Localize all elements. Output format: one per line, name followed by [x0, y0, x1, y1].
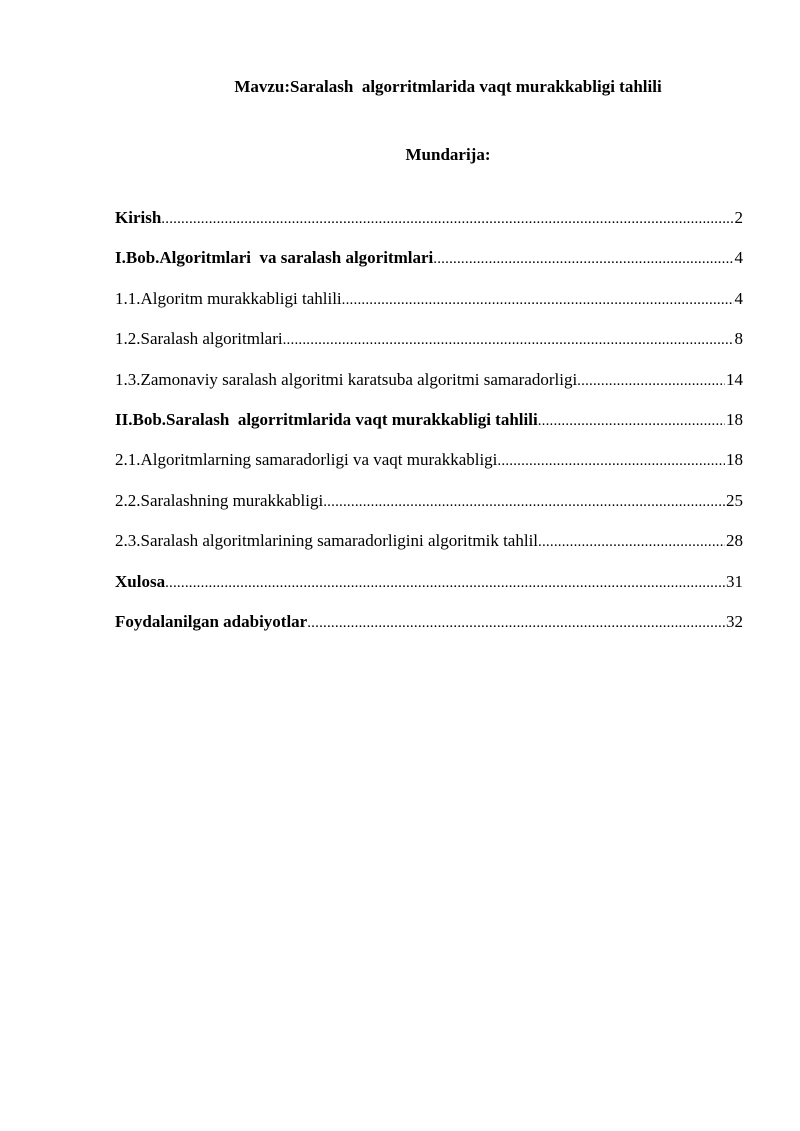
toc-entry[interactable]: [115, 571, 743, 611]
toc-entry[interactable]: [115, 247, 743, 287]
toc-entry-page: 4: [734, 248, 743, 268]
toc-entry-label: I.Bob.Algoritmlari va saralash algoritmlari: [115, 248, 434, 268]
toc-entry-label: II.Bob.Saralash algorritmlarida vaqt murakkabligi tahlili: [115, 409, 538, 429]
toc-entry-label: Xulosa: [115, 571, 166, 591]
toc-entry-page: 8: [734, 329, 743, 349]
toc-entry-page: 32: [726, 611, 743, 631]
toc-entry-label: 2.3.Saralash algoritmlarining samaradorligini algoritmik tahlil: [115, 531, 539, 551]
contents-heading: Mundarija:: [405, 145, 491, 164]
toc-entry-page: 31: [726, 571, 743, 591]
toc-entry-page: 4: [734, 288, 743, 308]
toc-entry-label: 1.3.Zamonaviy saralash algoritmi karatsuba algoritmi samaradorligi: [115, 369, 578, 389]
toc-entry-label: Foydalanilgan adabiyotlar: [115, 611, 308, 631]
toc-entry-page: 14: [726, 369, 743, 389]
toc-entry-label: 2.1.Algoritmlarning samaradorligi va vaqt murakkabligi: [115, 450, 498, 470]
toc-entry[interactable]: [115, 288, 743, 328]
toc-dot-leader: [433, 248, 733, 270]
toc-entry[interactable]: [115, 449, 743, 489]
toc-dot-leader: [538, 410, 725, 432]
toc-dot-leader: [497, 450, 725, 472]
toc-entry-label: 1.1.Algoritm murakkabligi tahlili: [115, 288, 342, 308]
toc-dot-leader: [323, 491, 725, 513]
toc-entry-page: 18: [726, 409, 743, 429]
toc-entry-page: 18: [726, 450, 743, 470]
toc-dot-leader: [577, 370, 725, 392]
toc-entry[interactable]: [115, 409, 743, 449]
toc-dot-leader: [161, 208, 733, 230]
toc-dot-leader: [165, 572, 725, 594]
toc-dot-leader: [538, 531, 725, 553]
toc-entry[interactable]: [115, 611, 743, 651]
toc-entry[interactable]: [115, 530, 743, 570]
toc-entry-label: 1.2.Saralash algoritmlari: [115, 329, 283, 349]
toc-dot-leader: [342, 289, 734, 311]
toc-dot-leader: [307, 612, 725, 634]
toc-entry-page: 28: [726, 531, 743, 551]
toc-dot-leader: [283, 329, 734, 351]
document-title: Mavzu:Saralash algorritmlarida vaqt murakkabligi tahlili: [234, 77, 662, 96]
table-of-contents: [115, 207, 743, 651]
toc-entry[interactable]: [115, 328, 743, 368]
toc-entry-label: Kirish: [115, 208, 162, 227]
toc-entry-page: 2: [734, 208, 743, 227]
toc-entry[interactable]: [115, 369, 743, 409]
toc-entry[interactable]: [115, 207, 743, 247]
toc-entry[interactable]: [115, 490, 743, 530]
toc-entry-label: 2.2.Saralashning murakkabligi: [115, 490, 324, 510]
toc-entry-page: 25: [726, 490, 743, 510]
